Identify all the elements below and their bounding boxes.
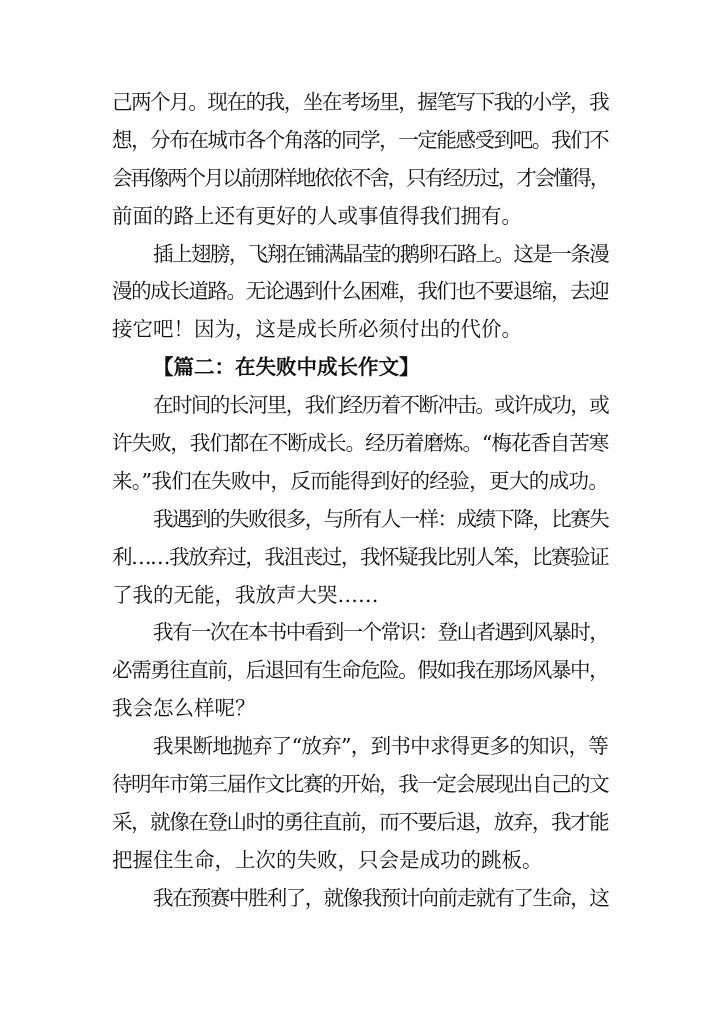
essay-text-body [112, 84, 608, 918]
text-line: 必需勇往直前，后退回有生命危险。假如我在那场风暴中， [112, 658, 608, 683]
text-line: 我会怎么样呢？ [112, 696, 256, 721]
text-line: 我果断地抛弃了“放弃”，到书中求得更多的知识，等 [153, 734, 608, 759]
text-line: 前面的路上还有更好的人或事值得我们拥有。 [112, 203, 522, 228]
text-line: 漫的成长道路。无论遇到什么困难，我们也不要退缩，去迎 [112, 279, 608, 304]
text-line: 把握住生命，上次的失败，只会是成功的跳板。 [112, 847, 543, 872]
text-line: 利……我放弃过，我沮丧过，我怀疑我比别人笨，比赛验证 [112, 544, 608, 569]
text-line: 会再像两个月以前那样地依依不舍，只有经历过，才会懂得， [112, 165, 608, 190]
text-line: 插上翅膀，飞翔在铺满晶莹的鹅卵石路上。这是一条漫 [153, 241, 608, 266]
text-line: 采，就像在登山时的勇往直前，而不要后退，放弃，我才能 [112, 809, 608, 834]
text-line: 在时间的长河里，我们经历着不断冲击。或许成功，或 [153, 393, 608, 418]
text-line: 来。”我们在失败中，反而能得到好的经验，更大的成功。 [112, 468, 608, 493]
text-line: 我在预赛中胜利了，就像我预计向前走就有了生命，这 [153, 885, 608, 910]
text-line: 想，分布在城市各个角落的同学，一定能感受到吧。我们不 [112, 127, 608, 152]
text-line: 待明年市第三届作文比赛的开始，我一定会展现出自己的文 [112, 772, 608, 797]
text-line: 我有一次在本书中看到一个常识：登山者遇到风暴时， [153, 620, 608, 645]
text-line: 己两个月。现在的我，坐在考场里，握笔写下我的小学，我 [112, 90, 608, 114]
text-line: 我遇到的失败很多，与所有人一样：成绩下降，比赛失 [153, 506, 608, 531]
text-line: 许失败，我们都在不断成长。经历着磨炼。“梅花香自苦寒 [112, 431, 608, 456]
text-line: 接它吧！因为，这是成长所必须付出的代价。 [112, 317, 522, 342]
text-line: 了我的无能，我放声大哭…… [112, 582, 379, 607]
section-heading: 【篇二：在失败中成长作文】 [153, 355, 420, 380]
